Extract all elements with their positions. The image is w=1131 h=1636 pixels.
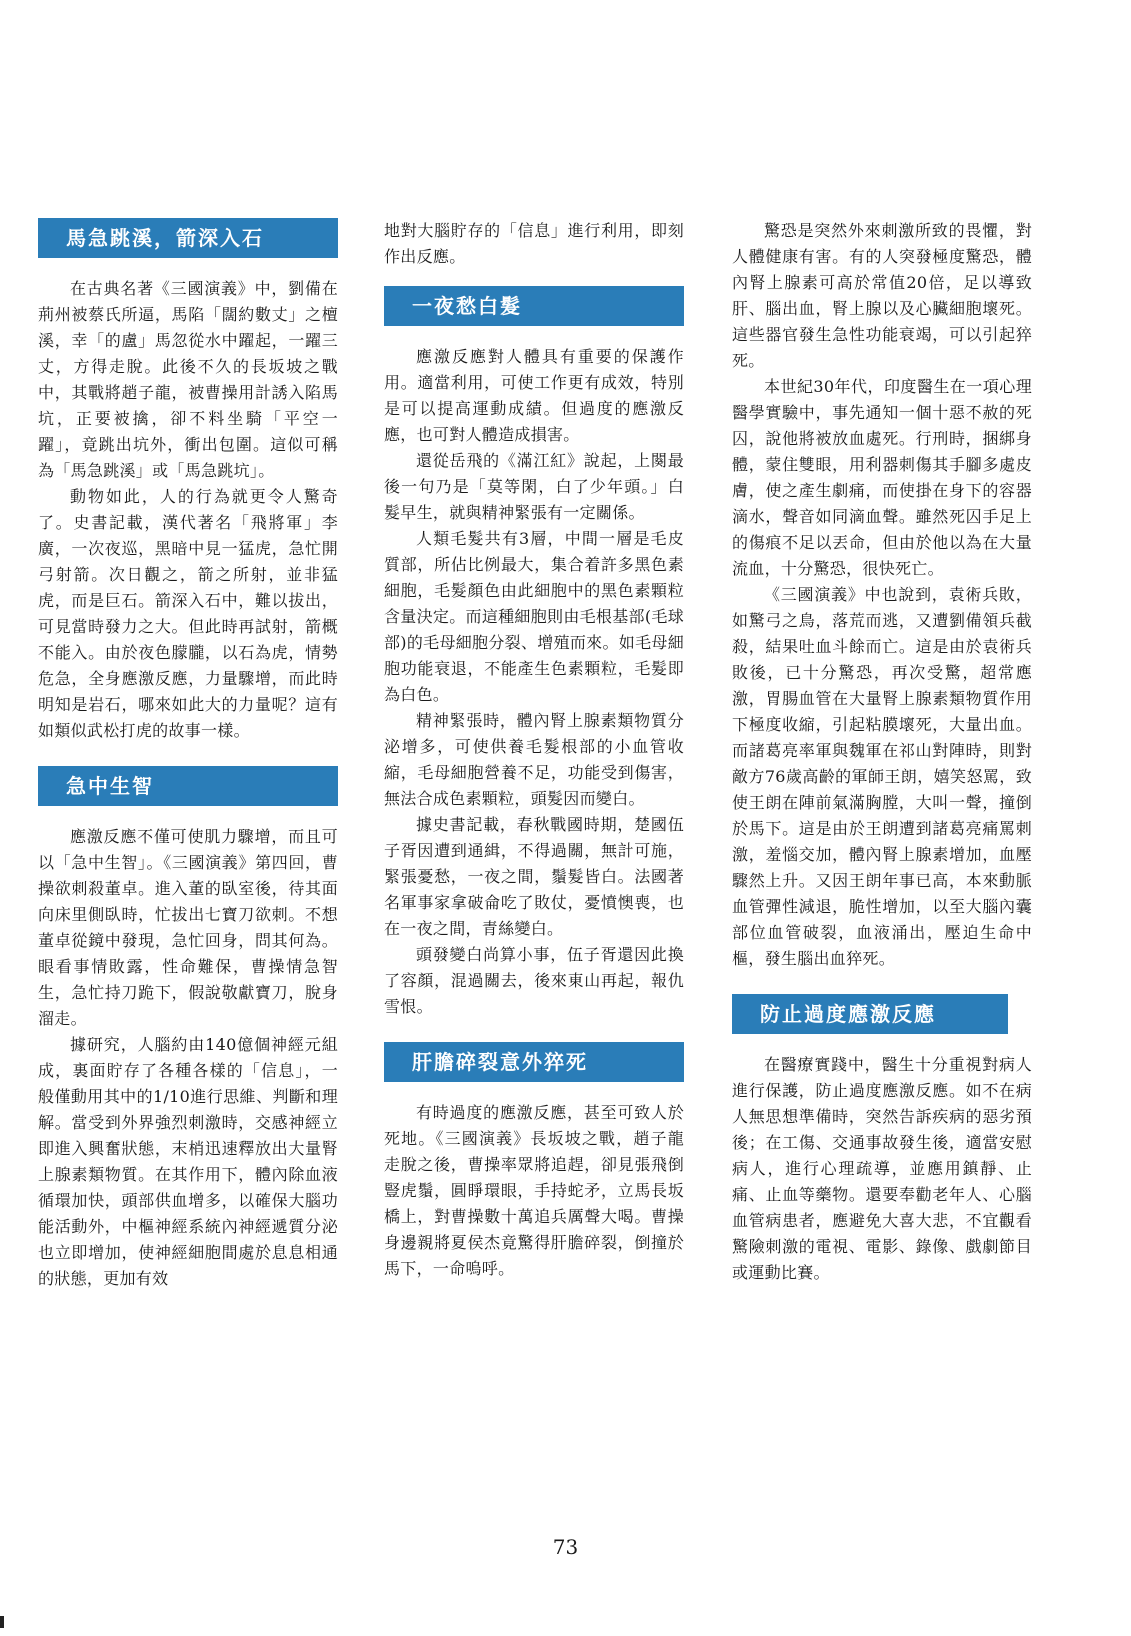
paragraph-continued: 地對大腦貯存的「信息」進行利用，即刻作出反應。 xyxy=(384,221,684,266)
paragraph: 在古典名著《三國演義》中，劉備在荊州被蔡氏所逼，馬陷「闊約數丈」之檀溪，幸「的盧」馬忽從水中躍起，一躍三丈，方得走脫。此後不久的長坂坡之戰中，其戰將趙子龍，被曹操用計誘入陷馬坑，正要被擒，卻不料坐騎「平空一躍」，竟跳出坑外，衝出包圍。這似可稱為「馬急跳溪」或「馬急跳坑」。 xyxy=(38,279,338,480)
paragraph: 在醫療實踐中，醫生十分重視對病人進行保護，防止過度應激反應。如不在病人無思想準備時，突然告訴疾病的惡劣預後；在工傷、交通事故發生後，適當安慰病人，進行心理疏導，並應用鎮靜、止痛、止血等藥物。還要奉勸老年人、心腦血管病患者，應避免大喜大悲，不宜觀看驚險刺激的電視、電影、錄像、戲劇節目或運動比賽。 xyxy=(732,1055,1032,1282)
paragraph: 據史書記載，春秋戰國時期，楚國伍子胥因遭到通緝，不得過關，無計可施，緊張憂愁，一夜之間，鬚髮皆白。法國著名軍事家拿破侖吃了敗仗，憂憤懊喪，也在一夜之間，青絲變白。 xyxy=(384,815,684,938)
section-heading-quick-wit: 急中生智 xyxy=(38,766,338,806)
paragraph: 動物如此，人的行為就更令人驚奇了。史書記載，漢代著名「飛將軍」李廣，一次夜巡，黑暗中見一猛虎，急忙開弓射箭。次日觀之，箭之所射，並非猛虎，而是巨石。箭深入石中，難以拔出，可見當時發力之大。但此時再試射，箭概不能入。由於夜色朦朧，以石為虎，情勢危急，全身應激反應，力量驟增，而此時明知是岩石，哪來如此大的力量呢？這有如類似武松打虎的故事一樣。 xyxy=(38,487,338,740)
paragraph: 還從岳飛的《滿江紅》說起，上闋最後一句乃是「莫等閑，白了少年頭。」白髮早生，就與精神緊張有一定關係。 xyxy=(384,451,684,522)
paragraph: 據研究，人腦約由140億個神經元組成，裏面貯存了各種各樣的「信息」，一般僅動用其中的1/10進行思維、判斷和理解。當受到外界強烈刺激時，交感神經立即進入興奮狀態，末梢迅速釋放出大量腎上腺素類物質。在其作用下，體內除血液循環加快，頭部供血增多，以確保大腦功能活動外，中樞神經系統內神經遞質分泌也立即增加，使神經細胞間處於息息相通的狀態，更加有效 xyxy=(38,1035,338,1288)
column-left xyxy=(38,218,338,1292)
paragraph: 頭發變白尚算小事，伍子胥還因此換了容顏，混過關去，後來東山再起，報仇雪恨。 xyxy=(384,945,684,1016)
paragraph: 本世紀30年代，印度醫生在一項心理醫學實驗中，事先通知一個十惡不赦的死囚，說他將被放血處死。行刑時，捆綁身體，蒙住雙眼，用利器刺傷其手腳多處皮膚，使之產生劇痛，而使掛在身下的容器滴水，聲音如同滴血聲。雖然死囚手足上的傷痕不足以丟命，但由於他以為在大量流血，十分驚恐，很快死亡。 xyxy=(732,377,1032,578)
section-heading-horse-leap: 馬急跳溪，箭深入石 xyxy=(38,218,338,258)
section-heading-prevent-stress: 防止過度應激反應 xyxy=(732,994,1008,1034)
paragraph: 有時過度的應激反應，甚至可致人於死地。《三國演義》長坂坡之戰，趙子龍走脫之後，曹操率眾將追趕，卻見張飛倒豎虎鬚，圓睜環眼，手持蛇矛，立馬長坂橋上，對曹操數十萬追兵厲聲大喝。曹操身邊親將夏侯杰竟驚得肝膽碎裂，倒撞於馬下，一命嗚呼。 xyxy=(384,1103,684,1278)
paragraph: 精神緊張時，體內腎上腺素類物質分泌增多，可使供養毛髮根部的小血管收縮，毛母細胞營養不足，功能受到傷害，無法合成色素顆粒，頭髮因而變白。 xyxy=(384,711,684,808)
page-number: 73 xyxy=(552,1535,579,1559)
paragraph: 人類毛髮共有3層，中間一層是毛皮質部，所佔比例最大，集合着許多黑色素細胞，毛髮顏色由此細胞中的黑色素顆粒含量決定。而這種細胞則由毛根基部(毛球部)的毛母細胞分裂、增殖而來。如毛母細胞功能衰退，不能產生色素顆粒，毛髮即為白色。 xyxy=(384,529,684,704)
paragraph: 驚恐是突然外來刺激所致的畏懼，對人體健康有害。有的人突發極度驚恐，體內腎上腺素可高於常值20倍，足以導致肝、腦出血，腎上腺以及心臟細胞壞死。這些器官發生急性功能衰竭，可以引起猝死。 xyxy=(732,221,1032,370)
column-middle xyxy=(384,218,684,1282)
column-right xyxy=(732,218,1032,1286)
scan-mark xyxy=(0,1616,4,1628)
paragraph: 應激反應不僅可使肌力驟增，而且可以「急中生智」。《三國演義》第四回，曹操欲刺殺董卓。進入董的臥室後，待其面向床里側臥時，忙拔出七寶刀欲刺。不想董卓從鏡中發現，急忙回身，問其何為。眼看事情敗露，性命難保，曹操情急智生，急忙持刀跪下，假說敬獻寶刀，脫身溜走。 xyxy=(38,827,338,1028)
paragraph: 《三國演義》中也說到，袁術兵敗，如驚弓之鳥，落荒而逃，又遭劉備領兵截殺，結果吐血斗餘而亡。這是由於袁術兵敗後，已十分驚恐，再次受驚，超常應激，胃腸血管在大量腎上腺素類物質作用下極度收縮，引起粘膜壞死，大量出血。而諸葛亮率軍與魏軍在祁山對陣時，則對敵方76歲高齡的軍師王朗，嬉笑怒罵，致使王朗在陣前氣滿胸膛，大叫一聲，撞倒於馬下。這是由於王朗遭到諸葛亮痛罵刺激，羞惱交加，體內腎上腺素增加，血壓驟然上升。又因王朗年事已高，本來動脈血管彈性減退，脆性增加，以至大腦內囊部位血管破裂，血液涌出，壓迫生命中樞，發生腦出血猝死。 xyxy=(732,585,1032,968)
section-heading-sudden-death: 肝膽碎裂意外猝死 xyxy=(384,1042,684,1082)
section-heading-white-hair: 一夜愁白髮 xyxy=(384,286,684,326)
paragraph: 應激反應對人體具有重要的保護作用。適當利用，可使工作更有成效，特別是可以提高運動成績。但過度的應激反應，也可對人體造成損害。 xyxy=(384,347,684,444)
